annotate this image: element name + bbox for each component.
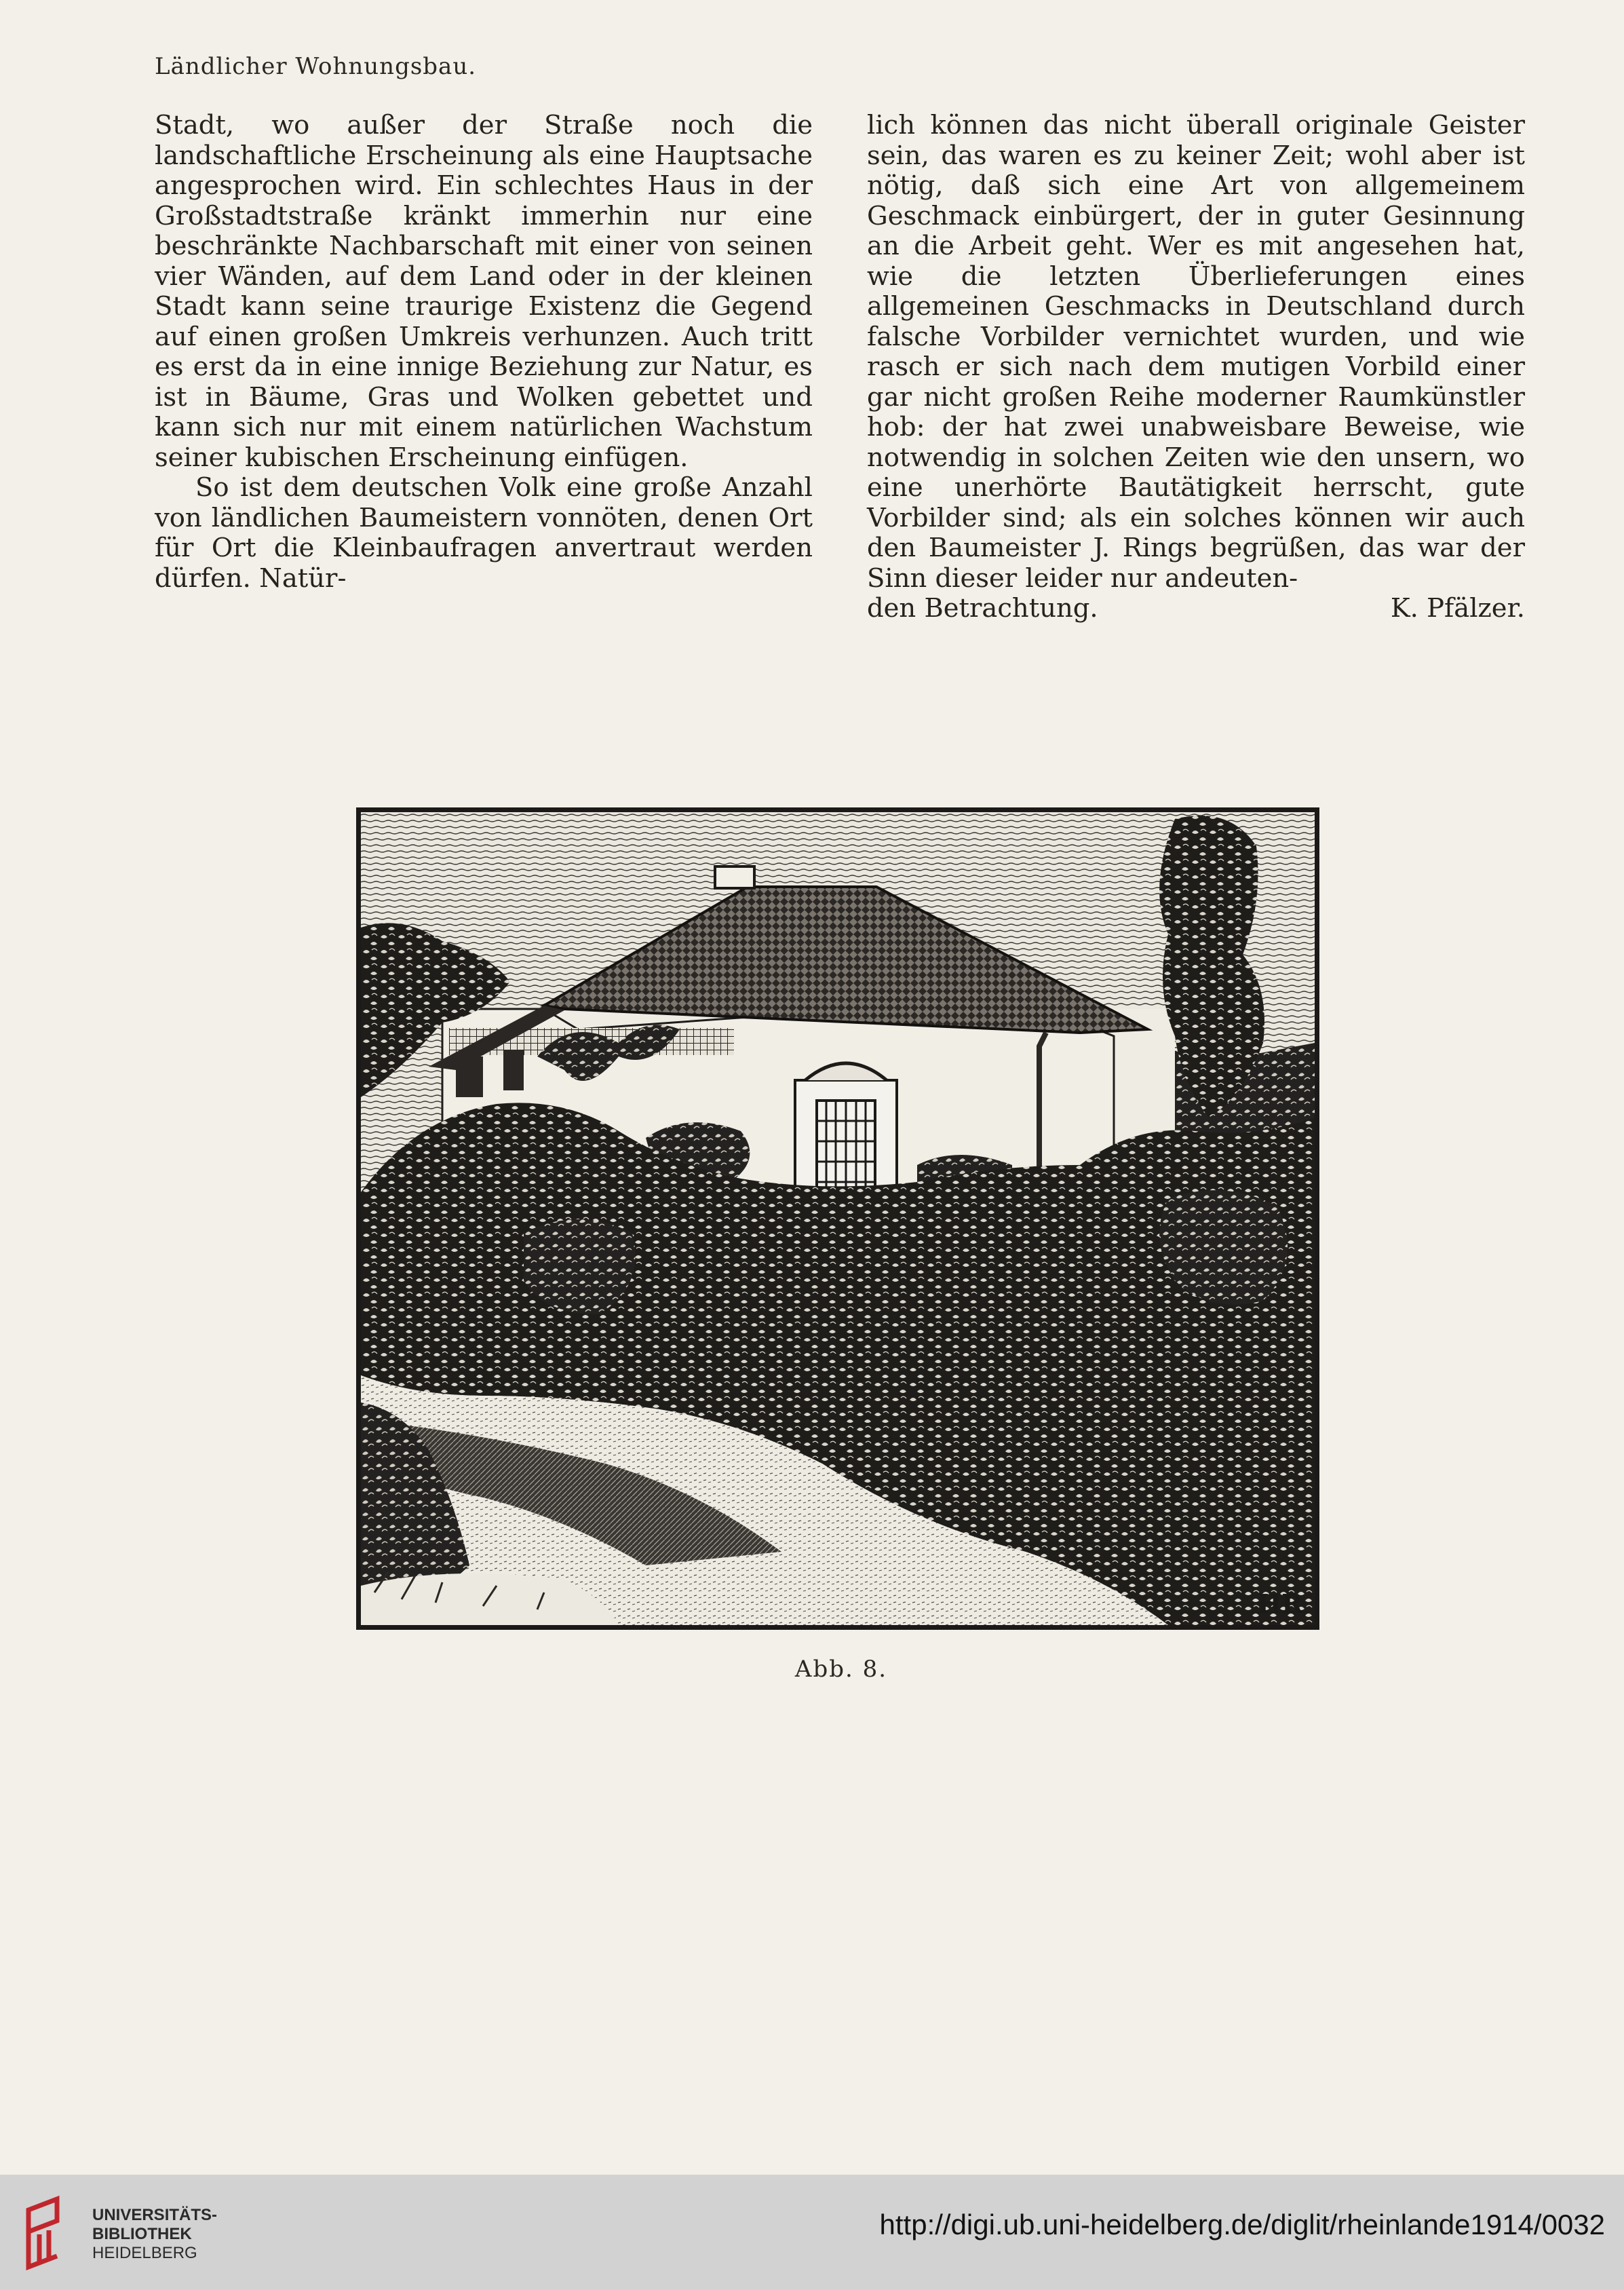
closing-text: den Betrachtung. — [867, 593, 1098, 624]
library-name-line: HEIDELBERG — [92, 2244, 197, 2262]
paragraph: So ist dem deutschen Volk eine große Anzahl von ländlichen Baumeistern vonnöten, denen Ort für Ort die Kleinbaufragen anvertraut werden dürfen. Natür- — [155, 472, 813, 594]
chimney — [715, 866, 754, 888]
paragraph: lich können das nicht überall originale Geister sein, das waren es zu keiner Zeit; wohl aber ist nötig, daß sich eine Art von allgemeinem Geschmack einbürgert, der in guter Gesinnung an die Arbeit geht. Wer es mit angesehen hat, wie die letzten Überlieferungen eines allgemeinen Geschmacks in Deutschland durch falsche Vorbilder vernichtet wurden, und wie rasch er sich nach dem mutigen Vorbild einer gar nicht großen Reihe moderner Raumkünstler hob: der hat zwei unabweisbare Beweise, wie notwendig in solchen Zeiten wie den unsern, wo eine unerhörte Bautätigkeit herrscht, gute Vorbilder sind; als ein solches können wir auch den Baumeister J. Rings begrüßen, das war der Sinn dieser leider nur andeuten- — [867, 110, 1525, 594]
library-footer-bar — [0, 2175, 1624, 2290]
paragraph: Stadt, wo außer der Straße noch die landschaftliche Erscheinung als eine Hauptsache angesprochen wird. Ein schlechtes Haus in der Großstadtstraße kränkt immerhin nur eine beschränkte Nachbarschaft mit einer von seinen vier Wänden, auf dem Land oder in der kleinen Stadt kann seine traurige Existenz die Gegend auf einen großen Umkreis verhunzen. Auch tritt es erst da in eine innige Beziehung zur Natur, es ist in Bäume, Gras und Wolken gebettet und kann sich nur mit einem natürlichen Wachstum seiner kubischen Erscheinung einfügen. — [155, 110, 813, 473]
house-garden-illustration — [361, 812, 1315, 1625]
library-name — [92, 2206, 217, 2263]
library-logo-icon[interactable] — [19, 2194, 87, 2275]
side-window — [456, 1056, 483, 1097]
source-url-link[interactable]: http://digi.ub.uni-heidelberg.de/diglit/rheinlande1914/0032 — [879, 2209, 1605, 2240]
signoff-line — [867, 594, 1525, 624]
running-head: Ländlicher Wohnungsbau. — [155, 53, 477, 80]
left-text-column — [155, 111, 813, 594]
library-name-line: BIBLIOTHEK — [92, 2225, 192, 2243]
right-text-column — [867, 111, 1525, 624]
woodcut-illustration — [356, 807, 1319, 1630]
artist-monogram: HR — [1257, 1588, 1303, 1619]
figure-caption: Abb. 8. — [794, 1656, 888, 1683]
author-signature: K. Pfälzer. — [1390, 593, 1525, 624]
library-name-line: UNIVERSITÄTS- — [92, 2206, 218, 2224]
